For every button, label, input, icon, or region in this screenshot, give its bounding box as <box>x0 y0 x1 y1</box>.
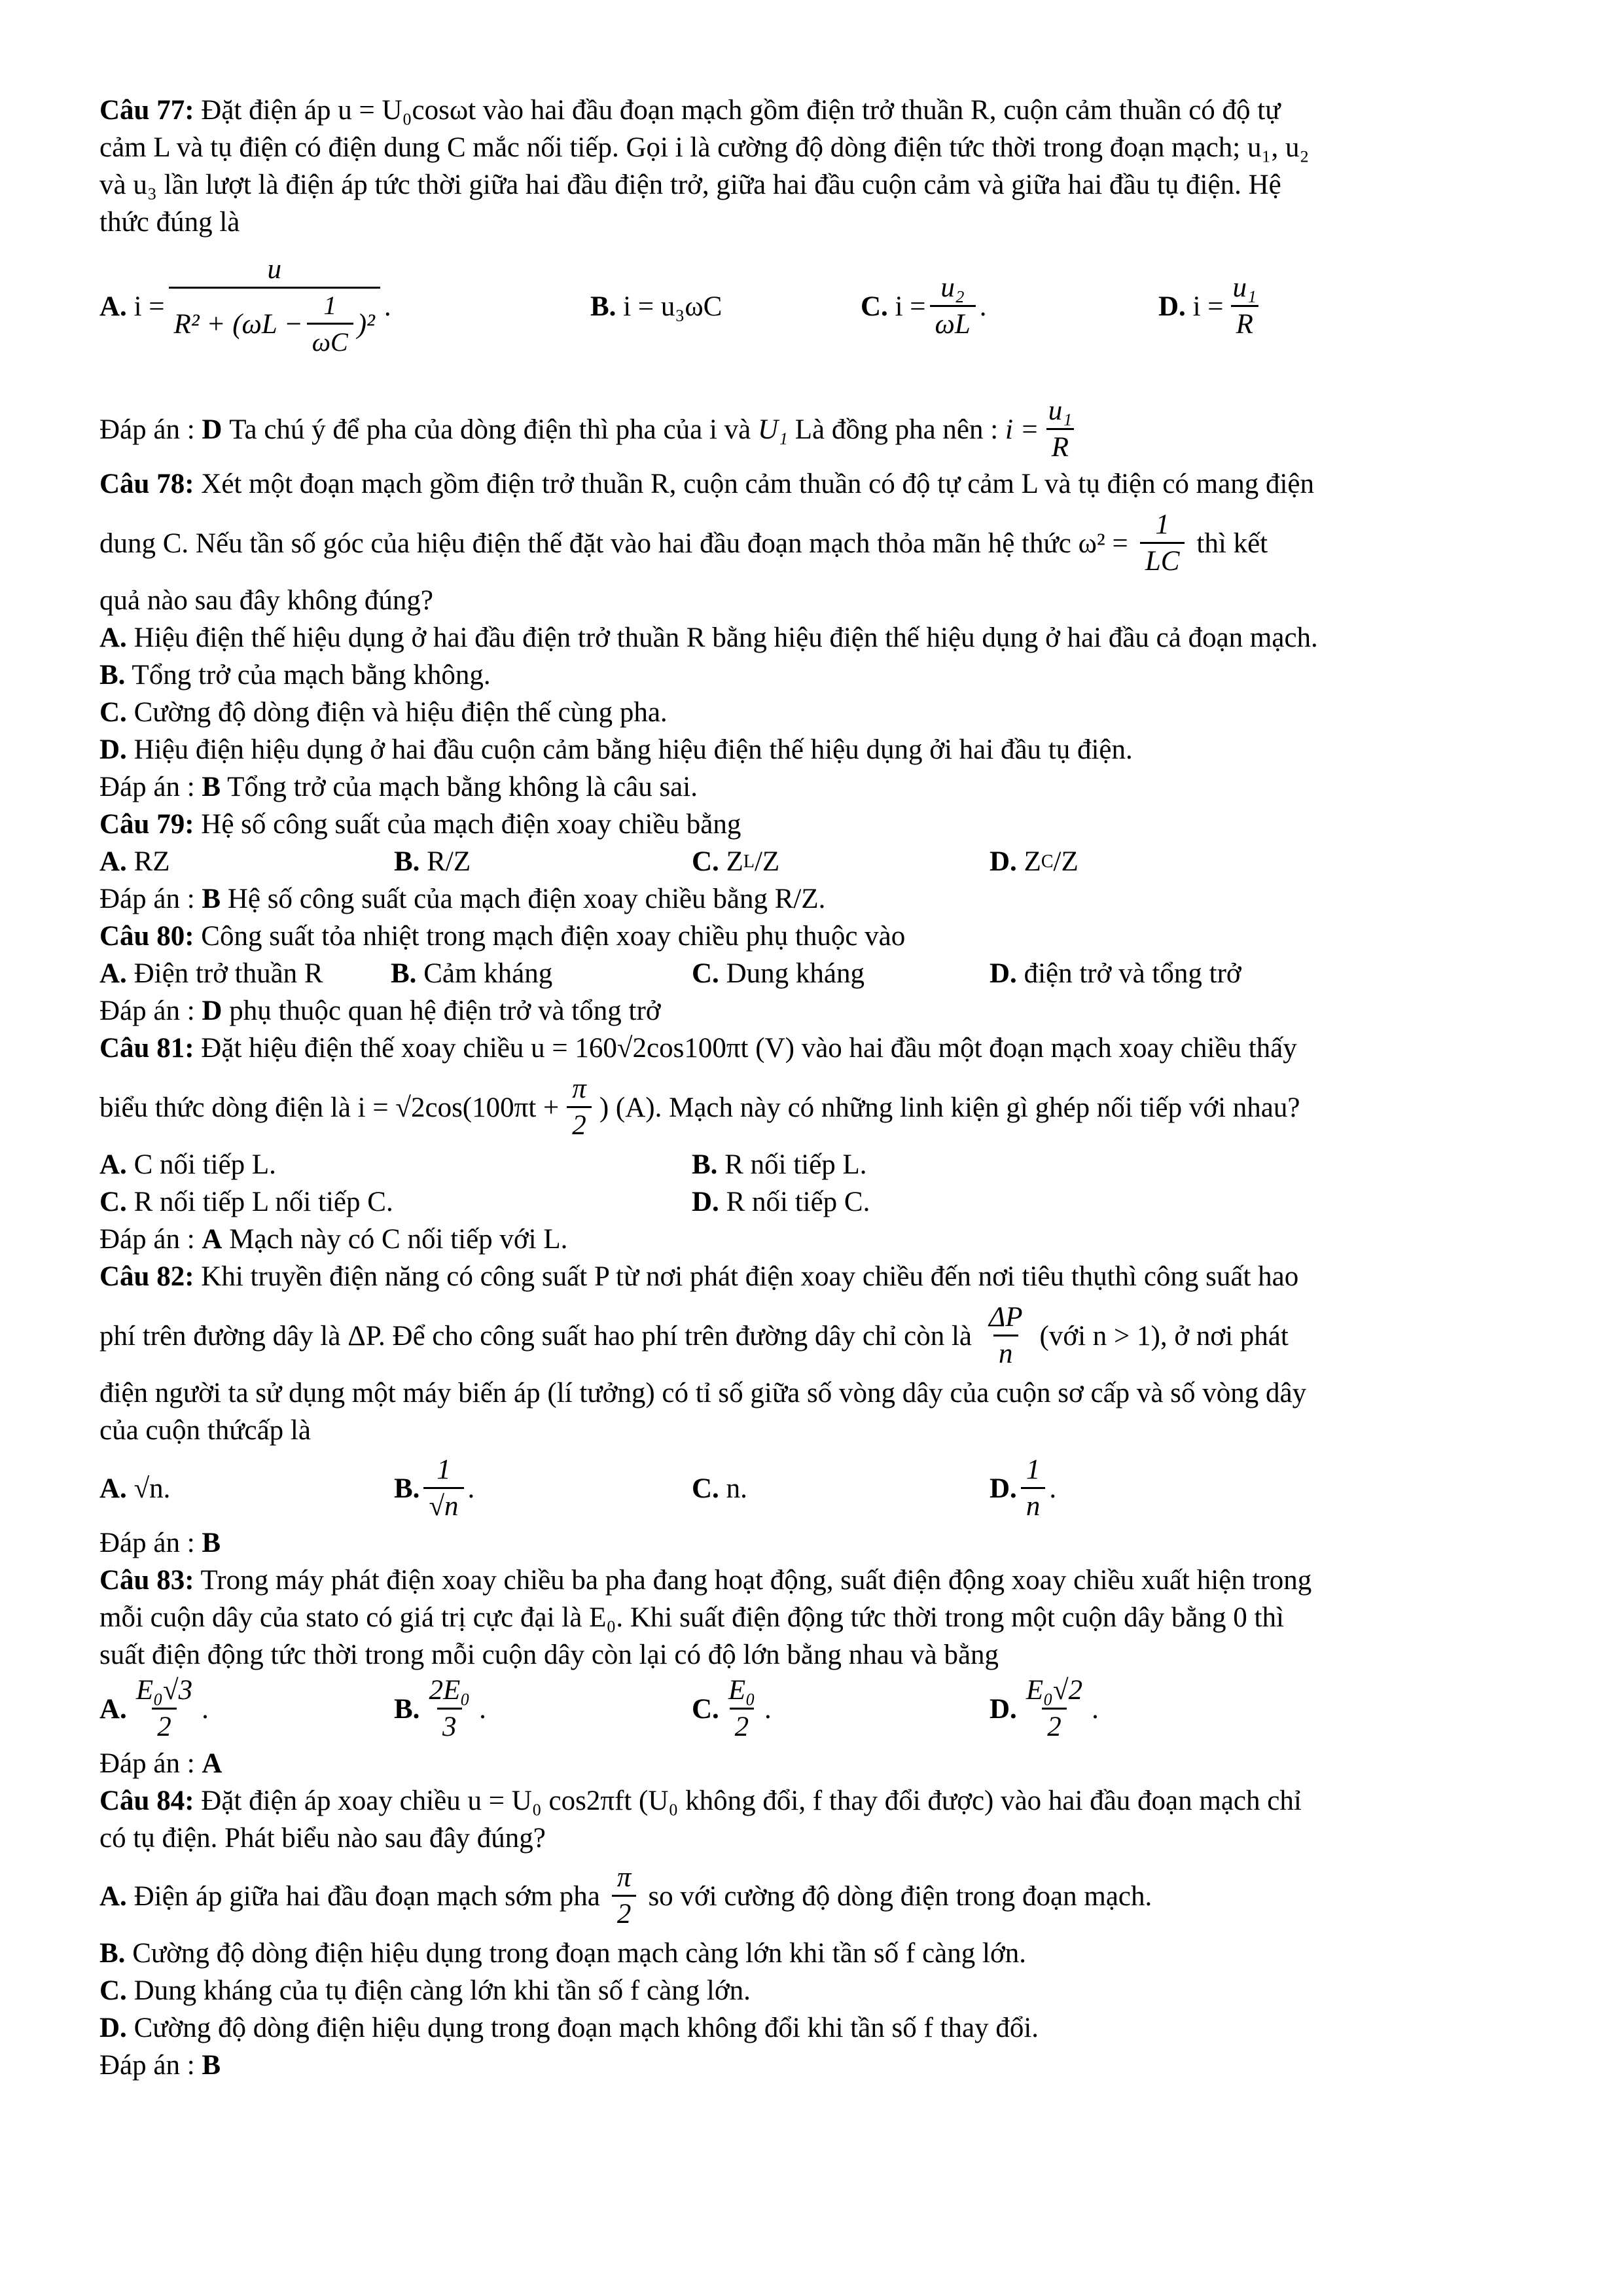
option-a: A. i = u R² + (ωL − $\frac{1}{\omega C}$ )² . <box>99 253 590 360</box>
option-a: A. √n. <box>99 1473 171 1504</box>
fraction: $\frac{\pi}{2}$ <box>612 1861 637 1932</box>
options-row <box>99 1674 1525 1745</box>
options-row <box>99 1146 1525 1183</box>
options-row <box>99 253 1525 360</box>
fraction: $\frac{\text{E₀}}{2}$ <box>723 1674 760 1745</box>
option-b: B. Cường độ dòng điện hiệu dụng trong đoạn mạch càng lớn khi tần số f càng lớn. <box>99 1938 1026 1969</box>
question-label: Câu 82: <box>99 1261 194 1292</box>
question-label: Câu 78: <box>99 469 194 499</box>
option-d: D. Cường độ dòng điện hiệu dụng trong đoạn mạch không đổi khi tần số f thay đổi. <box>99 2013 1039 2043</box>
option-c: C. $\frac{\text{E₀}}{2}$ . <box>692 1674 990 1745</box>
fraction: $\frac{\text{u₂}}{\omega L}$ <box>930 271 976 342</box>
question-80: Câu 80: Công suất tỏa nhiệt trong mạch điện xoay chiều phụ thuộc vào A. Điện trở thuần R B. Cảm kháng C. Dung kháng D. điện trở và tổng trở Đáp án : D phụ thuộc quan hệ điện trở và tổng trở <box>99 918 1525 1030</box>
question-79: Câu 79: Hệ số công suất của mạch điện xoay chiều bằng A. RZ B. R/Z C. Z L /Z D. Z C /Z Đáp án : B Hệ số công suất của mạch điện xoay chiều bằng R/Z. <box>99 806 1525 918</box>
option-d: D. $\frac{\text{E₀√2}}{2}$ . <box>990 1674 1099 1745</box>
question-81: Câu 81: Đặt hiệu điện thế xoay chiều u = 160√2cos100πt (V) vào hai đầu một đoạn mạch xoay chiều thấy biểu thức dòng điện là i = √2cos(100πt + $\frac{\pi}{2}$ ) (A). Mạch này có những linh kiện gì ghép nối tiếp với nhau? A. C nối tiếp L. B. R nối tiếp L. C. R nối tiếp L nối tiếp C. D. R nối tiếp C. Đáp án : A Mạch này có C nối tiếp với L. <box>99 1030 1525 1258</box>
option-b: B. i = u₃ωC <box>590 291 722 322</box>
question-text: thức đúng là <box>99 207 240 238</box>
option-a: A. RZ <box>99 846 170 877</box>
question-83: Câu 83: Trong máy phát điện xoay chiều ba pha đang hoạt động, suất điện động xoay chiều xuất hiện trong mỗi cuộn dây của stato có giá trị cực đại là E₀. Khi suất điện động tức thời trong một cuộn dây bằng 0 thì suất điện động tức thời trong mỗi cuộn dây còn lại có độ lớn bằng nhau và bằng A. $\frac{\text{E₀√3}}{2}$ . B. $\frac{\text{2E₀}}{3}$ . C. $\frac{\text{E₀}}{2}$ . D. $\frac{\text{E₀√2}}{2}$ . Đáp án : A <box>99 1562 1525 1782</box>
option-c: C. n. <box>692 1473 747 1504</box>
answer-line: Đáp án : A Mạch này có C nối tiếp với L. <box>99 1224 568 1255</box>
fraction: $\frac{\pi}{2}$ <box>567 1072 592 1143</box>
answer-line: Đáp án : B <box>99 2050 221 2081</box>
option-c: C. i = $\frac{\text{u₂}}{\omega L}$ . <box>861 271 1158 342</box>
fraction: $\frac{\text{2E₀}}{3}$ <box>423 1674 475 1745</box>
option-a: A. Điện áp giữa hai đầu đoạn mạch sớm pha $\frac{\pi}{2}$ so với cường độ dòng điện trong đoạn mạch. <box>99 1861 1525 1932</box>
question-text: Đặt điện áp u = U₀cosωt vào hai đầu đoạn mạch gồm điện trở thuần R, cuộn cảm thuần có độ tự <box>201 95 1281 126</box>
option-c: C. Dung kháng <box>692 958 865 989</box>
answer-line: Đáp án : B Hệ số công suất của mạch điện xoay chiều bằng R/Z. <box>99 884 826 914</box>
option-d: D. $\frac{1}{n}$ . <box>990 1453 1056 1524</box>
options-row <box>99 1183 1525 1221</box>
option-c: C. Z L /Z <box>692 846 780 877</box>
option-b: B. $\frac{1}{√n}$ . <box>394 1453 692 1524</box>
options-row <box>99 843 1525 880</box>
option-a: A. Điện trở thuần R <box>99 958 323 989</box>
option-d: D. Z C /Z <box>990 846 1079 877</box>
fraction: $\frac{1}{LC}$ <box>1140 508 1185 579</box>
option-a: A. $\frac{\text{E₀√3}}{2}$ . <box>99 1674 394 1745</box>
question-label: Câu 79: <box>99 809 194 840</box>
option-d: D. R nối tiếp C. <box>692 1187 870 1217</box>
question-label: Câu 77: <box>99 95 194 126</box>
option-a: A. C nối tiếp L. <box>99 1149 276 1180</box>
option-b: B. Cảm kháng <box>391 958 553 989</box>
option-b: B. R/Z <box>394 846 471 877</box>
option-c: C. Cường độ dòng điện và hiệu điện thế cùng pha. <box>99 697 668 728</box>
question-label: Câu 80: <box>99 921 194 952</box>
fraction: $\frac{\text{u₁}}{R}$ <box>1228 271 1262 342</box>
answer-line: Đáp án : D phụ thuộc quan hệ điện trở và tổng trở <box>99 996 661 1026</box>
fraction: $\frac{\text{E₀√2}}{2}$ <box>1021 1674 1088 1745</box>
answer-line: Đáp án : B <box>99 1528 221 1558</box>
question-text: cảm L và tụ điện có điện dung C mắc nối tiếp. Gọi i là cường độ dòng điện tức thời trong đoạn mạch; u₁, u₂ <box>99 132 1310 163</box>
options-row <box>99 1453 1525 1524</box>
option-d: D. i = $\frac{\text{u₁}}{R}$ <box>1158 271 1266 342</box>
fraction: $\frac{\text{E₀√3}}{2}$ <box>131 1674 198 1745</box>
question-84: Câu 84: Đặt điện áp xoay chiều u = U₀ cos2πft (U₀ không đổi, f thay đổi được) vào hai đầu đoạn mạch chỉ có tụ điện. Phát biểu nào sau đây đúng? A. Điện áp giữa hai đầu đoạn mạch sớm pha $\frac{\pi}{2}$ so với cường độ dòng điện trong đoạn mạch. B. Cường độ dòng điện hiệu dụng trong đoạn mạch càng lớn khi tần số f càng lớn. C. Dung kháng của tụ điện càng lớn khi tần số f càng lớn. D. Cường độ dòng điện hiệu dụng trong đoạn mạch không đổi khi tần số f thay đổi. Đáp án : B <box>99 1782 1525 2084</box>
question-77 <box>99 92 1525 465</box>
question-label: Câu 83: <box>99 1565 194 1596</box>
fraction: $\frac{\text{u₁}}{R}$ <box>1043 394 1077 465</box>
question-82: Câu 82: Khi truyền điện năng có công suất P từ nơi phát điện xoay chiều đến nơi tiêu thụthì công suất hao phí trên đường dây là ΔP. Để cho công suất hao phí trên đường dây chỉ còn là $\frac{\Delta P}{n}$ (với n > 1), ở nơi phát điện người ta sử dụng một máy biến áp (lí tưởng) có tỉ số giữa số vòng dây của cuộn sơ cấp và số vòng dây của cuộn thứcấp là A. √n. B. $\frac{1}{√n}$ . C. n. D. $\frac{1}{n}$ . Đáp án : B <box>99 1258 1525 1562</box>
fraction: $\frac{1}{√n}$ <box>423 1453 463 1524</box>
option-c: C. R nối tiếp L nối tiếp C. <box>99 1187 393 1217</box>
question-78: Câu 78: Xét một đoạn mạch gồm điện trở thuần R, cuộn cảm thuần có độ tự cảm L và tụ điện có mang điện dung C. Nếu tần số góc của hiệu điện thế đặt vào hai đầu đoạn mạch thỏa mãn hệ thức ω² = $\frac{1}{LC}$ thì kết quả nào sau đây không đúng? A. Hiệu điện thế hiệu dụng ở hai đầu điện trở thuần R bằng hiệu điện thế hiệu dụng ở hai đầu cả đoạn mạch. B. Tổng trở của mạch bằng không. C. Cường độ dòng điện và hiệu điện thế cùng pha. D. Hiệu điện hiệu dụng ở hai đầu cuộn cảm bằng hiệu điện thế hiệu dụng ởi hai đầu tụ điện. Đáp án : B Tổng trở của mạch bằng không là câu sai. <box>99 465 1525 806</box>
answer-line: Đáp án : D Ta chú ý để pha của dòng điện thì pha của i và U₁ Là đồng pha nên : i = $\frac{\text{u₁}}{R}$ <box>99 394 1525 465</box>
question-label: Câu 84: <box>99 1785 194 1816</box>
option-b: B. R nối tiếp L. <box>692 1149 867 1180</box>
question-label: Câu 81: <box>99 1033 194 1064</box>
option-d: D. điện trở và tổng trở <box>990 958 1241 989</box>
option-b: B. Tổng trở của mạch bằng không. <box>99 660 491 691</box>
fraction: $\frac{1}{n}$ <box>1021 1453 1046 1524</box>
answer-line: Đáp án : A <box>99 1748 223 1779</box>
option-c: C. Dung kháng của tụ điện càng lớn khi tần số f càng lớn. <box>99 1975 751 2006</box>
fraction: $\frac{1}{\omega C}$ <box>307 289 353 360</box>
fraction: u R² + (ωL − $\frac{1}{\omega C}$ )² <box>169 253 380 360</box>
option-d: D. Hiệu điện hiệu dụng ở hai đầu cuộn cảm bằng hiệu điện thế hiệu dụng ởi hai đầu tụ điện. <box>99 734 1133 765</box>
option-a: A. Hiệu điện thế hiệu dụng ở hai đầu điện trở thuần R bằng hiệu điện thế hiệu dụng ở hai đầu cả đoạn mạch. <box>99 622 1318 653</box>
option-b: B. $\frac{\text{2E₀}}{3}$ . <box>394 1674 692 1745</box>
answer-line: Đáp án : B Tổng trở của mạch bằng không là câu sai. <box>99 772 698 802</box>
fraction: $\frac{\Delta P}{n}$ <box>984 1300 1028 1372</box>
question-text: và u₃ lần lượt là điện áp tức thời giữa hai đầu điện trở, giữa hai đầu cuộn cảm và giữa hai đầu tụ điện. Hệ <box>99 170 1281 200</box>
options-row <box>99 955 1525 992</box>
